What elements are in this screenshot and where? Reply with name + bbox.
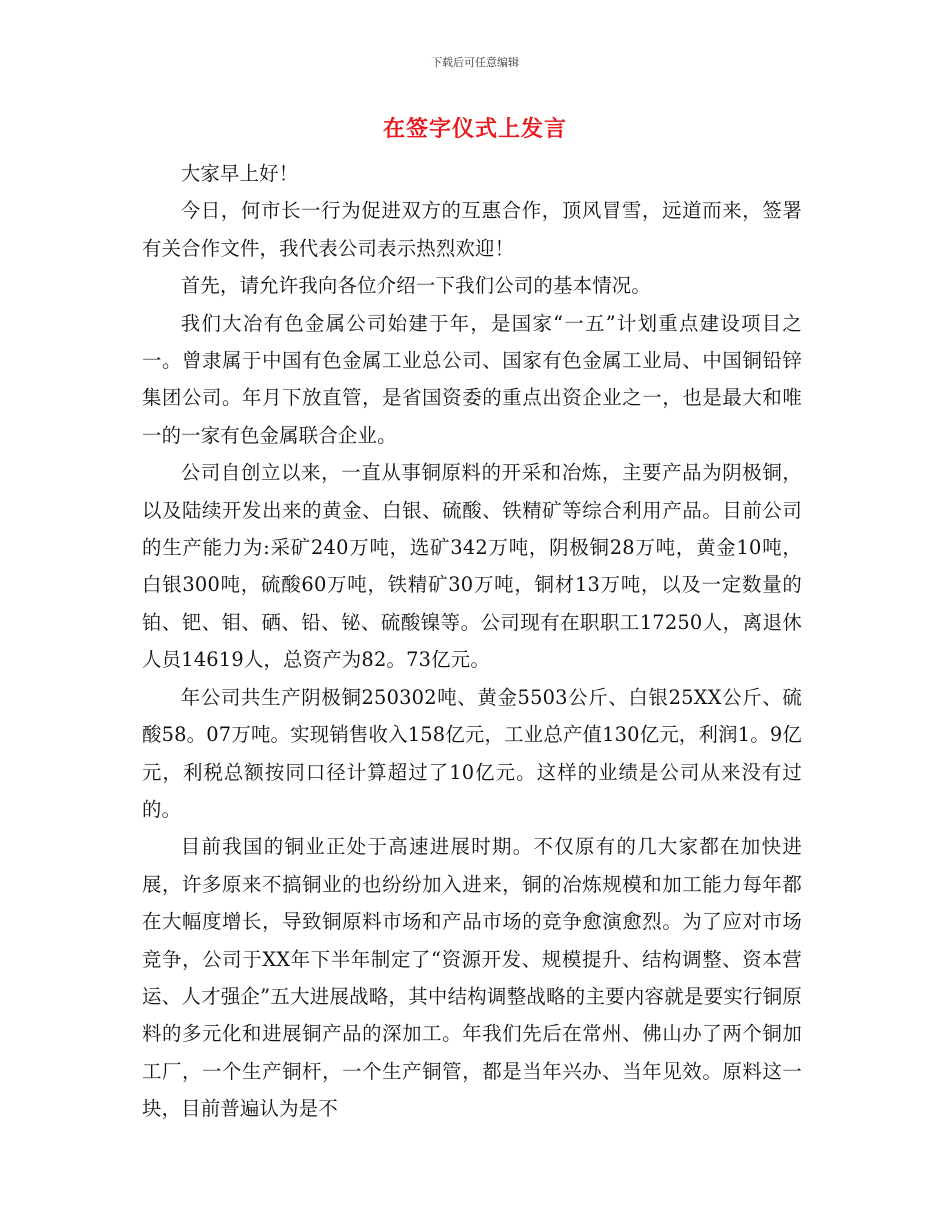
paragraph-history: 我们大冶有色金属公司始建于年，是国家“一五”计划重点建设项目之一。曾隶属于中国有色金属工业总公司、国家有色金属工业局、中国铜铅锌集团公司。年月下放直管，是省国资委的重点出资企业之一，也是最大和唯一的一家有色金属联合企业。 bbox=[142, 311, 802, 447]
paragraph-intro: 首先，请允许我向各位介绍一下我们公司的基本情况。 bbox=[180, 274, 651, 298]
paragraph-performance: 年公司共生产阴极铜250302吨、黄金5503公斤、白银25XX公斤、硫酸58。07万吨。实现销售收入158亿元，工业总产值130亿元，利润1。9亿元，利税总额按同口径计算超过了10亿元。这样的业绩是公司从来没有过的。 bbox=[142, 685, 802, 821]
paragraph-greeting: 大家早上好！ bbox=[180, 162, 299, 185]
header-note: 下载后可任意编辑 bbox=[431, 56, 519, 69]
paragraph-welcome: 今日，何市长一行为促进双方的互惠合作，顶风冒雪，远道而来，签署有关合作文件，我代表公司表示热烈欢迎！ bbox=[142, 199, 802, 260]
document-body bbox=[142, 155, 802, 1128]
paragraph-capacity: 公司自创立以来，一直从事铜原料的开采和冶炼，主要产品为阴极铜，以及陆续开发出来的黄金、白银、硫酸、铁精矿等综合利用产品。目前公司的生产能力为:采矿240万吨，选矿342万吨，阴极铜28万吨，黄金10吨，白银300吨，硫酸60万吨，铁精矿30万吨，铜材13万吨，以及一定数量的铂、钯、钼、硒、铅、铋、硫酸镍等。公司现有在职职工17250人，离退休人员14619人，总资产为82。73亿元。 bbox=[142, 461, 802, 672]
document-title: 在签字仪式上发言 bbox=[382, 116, 567, 142]
paragraph-strategy: 目前我国的铜业正处于高速进展时期。不仅原有的几大家都在加快进展，许多原来不搞铜业的也纷纷加入进来，铜的冶炼规模和加工能力每年都在大幅度增长，导致铜原料市场和产品市场的竞争愈演愈烈。为了应对市场竞争，公司于XX年下半年制定了“资源开发、规模提升、结构调整、资本营运、人才强企”五大进展战略，其中结构调整战略的主要内容就是要实行铜原料的多元化和进展铜产品的深加工。年我们先后在常州、佛山办了两个铜加工厂，一个生产铜杆，一个生产铜管，都是当年兴办、当年见效。原料这一块，目前普遍认为是不 bbox=[142, 835, 802, 1121]
